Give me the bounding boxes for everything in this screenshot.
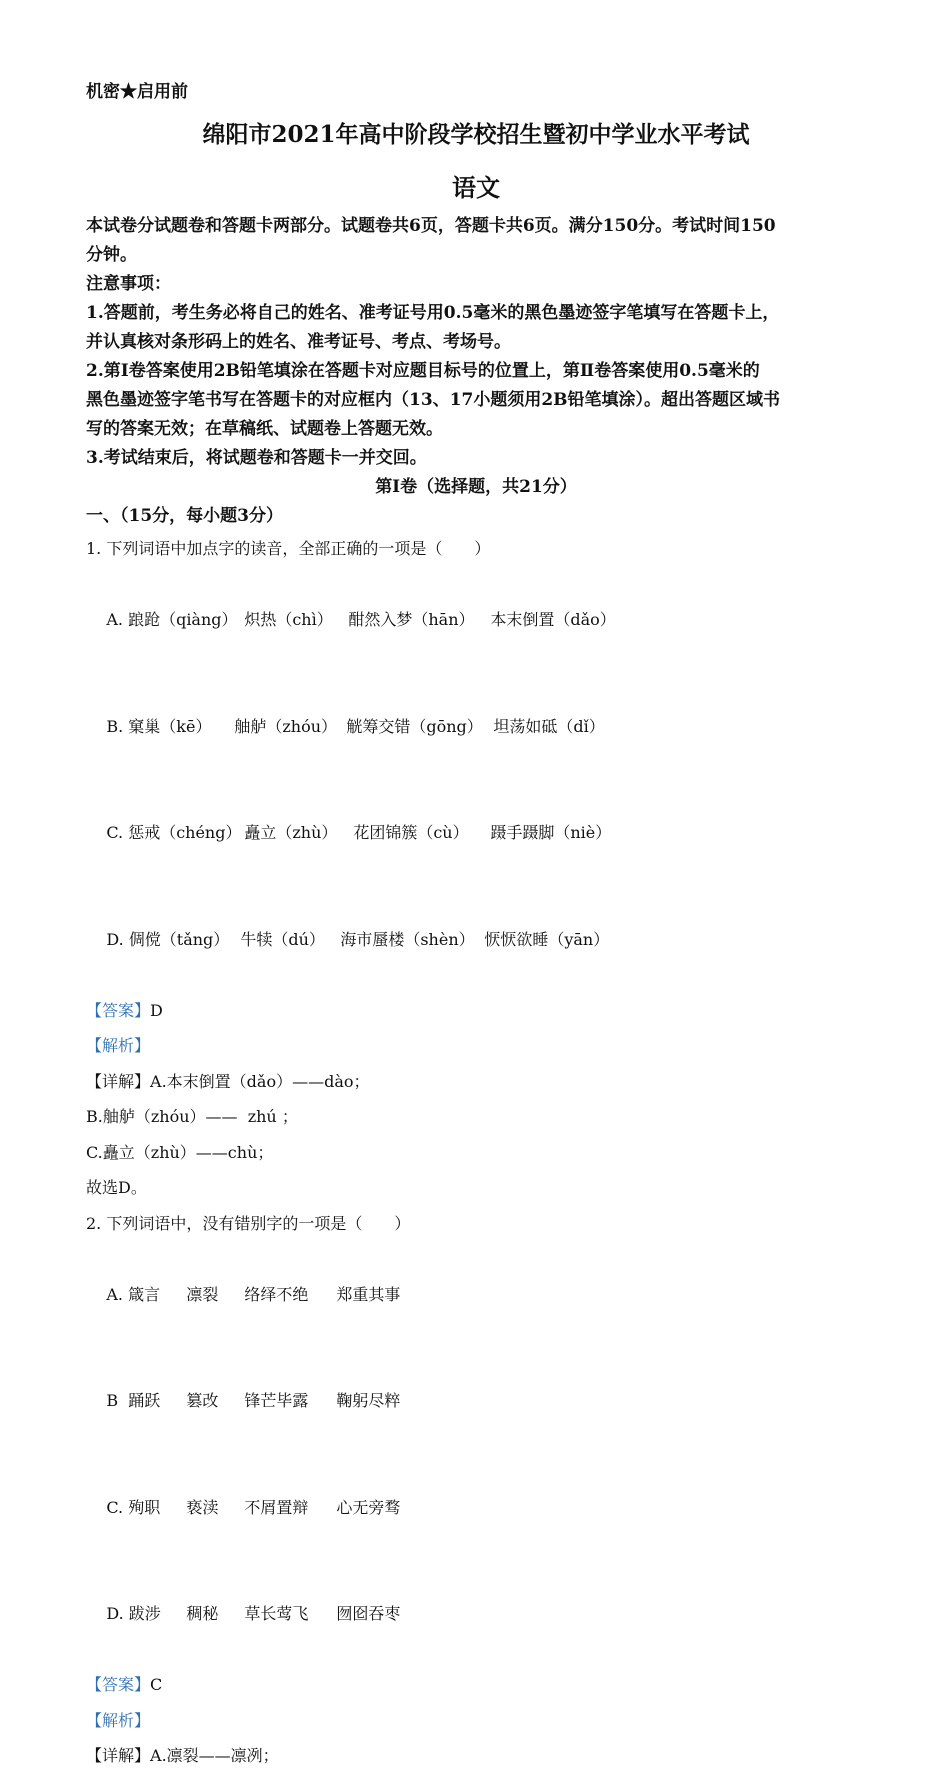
q1-a-3: 酣然入梦（hān） [348,610,475,629]
q1-c-3: 花团锦簇（cù） [353,823,469,842]
notice-2b: 黑色墨迹签字笔书写在答题卡的对应框内（13、17小题须用2B铅笔填涂）。超出答题区域书 [86,390,781,410]
q1-d-4: 恹恹欲睡（yān） [484,929,610,949]
q2-a-3: 络绎不绝 [244,1284,309,1304]
answer-value: D [150,1000,163,1020]
q2-b-1: B 踊跃 [106,1391,161,1410]
q1-conclusion: 故选D。 [86,1178,147,1197]
q1-answer [86,993,866,1029]
q1-d-2: 牛犊（dú） [240,929,325,949]
q1-detail-3: C.矗立（zhù）——chù； [86,1142,274,1162]
q2-d-2: 稠秘 [186,1604,219,1623]
notice-1a: 1.答题前，考生务必将自己的姓名、准考证号用0.5毫米的黑色墨迹签字笔填写在答题卡上， [86,303,780,323]
q2-b-2: 篡改 [186,1391,219,1410]
q2-c-4: 心无旁骛 [336,1497,401,1517]
q2-a-4: 郑重其事 [336,1284,401,1304]
q1-option-b [86,673,866,780]
notice-3: 3.考试结束后，将试题卷和答题卡一并交回。 [86,448,427,468]
q1-b-3: 觥筹交错（gōng） [346,716,483,736]
detail-text: A.本末倒置（dǎo）——dào； [150,1071,370,1091]
q2-option-d [86,1561,866,1668]
q2-option-b [86,1348,866,1455]
q1-c-1: C. 惩戒（chéng） [106,823,242,842]
detail-text: A.凛裂——凛冽； [150,1746,279,1765]
q1-b-4: 坦荡如砥（dǐ） [493,716,605,736]
subject-title: 语文 [452,173,500,202]
q1-a-1: A. 踉跄（qiàng） [106,610,238,629]
intro-line-2: 分钟。 [86,245,137,265]
q1-detail-2: B.舳舻（zhóu）—— zhú ； [86,1107,298,1126]
q2-a-2: 凛裂 [186,1284,219,1304]
q1-stem: 1. 下列词语中加点字的读音，全部正确的一项是（ ） [86,539,491,558]
q2-d-1: D. 跋涉 [106,1604,161,1623]
q2-d-3: 草长莺飞 [244,1604,309,1623]
answer-tag: 【答案】 [86,1675,151,1694]
exam-title: 绵阳市2021年高中阶段学校招生暨初中学业水平考试 [202,121,750,148]
q2-analysis-tag: 【解析】 [86,1710,151,1730]
q2-c-2: 亵渎 [186,1497,219,1517]
q2-a-1: A. 箴言 [106,1284,161,1304]
q1-c-4: 蹑手蹑脚（niè） [490,823,612,842]
q1-d-3: 海市蜃楼（shèn） [340,929,475,949]
q1-detail-1 [86,1064,866,1100]
section-title: 第Ⅰ卷（选择题，共21分） [375,477,577,497]
q1-b-1: B. 窠巢（kē） [106,716,212,736]
notice-title: 注意事项： [86,274,171,294]
q1-c-2: 矗立（zhù） [244,823,338,842]
q2-answer [86,1667,866,1703]
q1-d-1: D. 倜傥（tǎng） [106,929,230,949]
notice-2c: 写的答案无效；在草稿纸、试题卷上答题无效。 [86,419,443,439]
intro-line-1: 本试卷分试题卷和答题卡两部分。试题卷共6页，答题卡共6页。满分150分。考试时间150 [86,216,776,236]
q2-stem: 2. 下列词语中，没有错别字的一项是（ ） [86,1213,411,1233]
q2-b-4: 鞠躬尽粹 [336,1391,401,1410]
q1-a-2: 炽热（chì） [244,610,333,629]
q2-detail-1 [86,1738,866,1774]
confidential-label: 机密★启用前 [86,82,188,102]
q1-analysis-tag: 【解析】 [86,1036,151,1055]
q2-b-3: 锋芒毕露 [244,1391,309,1410]
q1-option-d [86,886,866,993]
q2-c-1: C. 殉职 [106,1497,161,1517]
q1-b-2: 舳舻（zhóu） [234,716,338,736]
q2-c-3: 不屑置辩 [244,1497,309,1517]
q2-option-c [86,1454,866,1561]
q2-d-4: 囫囵吞枣 [336,1604,401,1623]
q1-option-c [86,780,866,887]
q1-option-a [86,567,866,674]
answer-value: C [150,1675,163,1694]
q2-option-a [86,1241,866,1348]
part-title: 一、（15分，每小题3分） [86,506,283,526]
notice-2a: 2.第Ⅰ卷答案使用2B铅笔填涂在答题卡对应题目标号的位置上，第Ⅱ卷答案使用0.5毫米的 [86,361,760,381]
notice-1b: 并认真核对条形码上的姓名、准考证号、考点、考场号。 [86,332,511,352]
document-page [86,78,866,1774]
answer-tag: 【答案】 [86,1000,151,1020]
q1-a-4: 本末倒置（dǎo） [490,610,616,629]
detail-tag: 【详解】 [86,1746,151,1765]
detail-tag: 【详解】 [86,1071,151,1091]
